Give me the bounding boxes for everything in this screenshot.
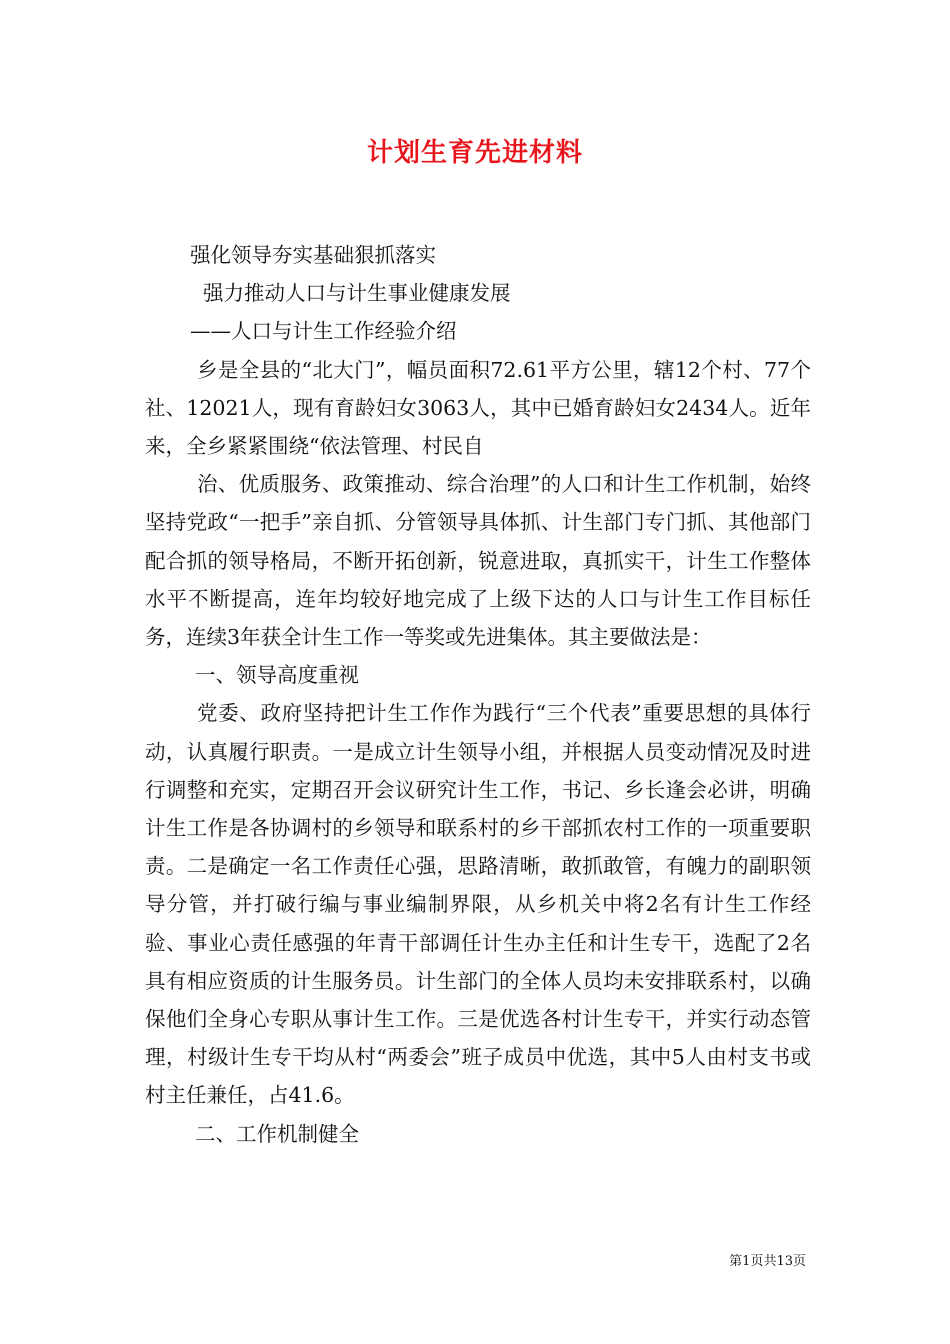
document-body: [145, 236, 811, 1153]
section-heading-1: 一、领导高度重视: [195, 663, 359, 688]
subtitle-line-2: 强力推动人口与计生事业健康发展: [203, 281, 511, 306]
page-number-footer: 第1页共13页: [729, 1254, 806, 1269]
subtitle-line-1: 强化领导夯实基础狠抓落实: [190, 243, 436, 267]
paragraph-mechanism: 治、优质服务、政策推动、综合治理”的人口和计生工作机制，始终坚持党政“一把手”亲自抓、分管领导具体抓、计生部门专门抓、其他部门配合抓的领导格局，不断开拓创新，锐意进取，真抓实干，计生工作整体水平不断提高，连年均较好地完成了上级下达的人口与计生工作目标任务，连续3年获全计生工作一等奖或先进集体。其主要做法是：: [145, 472, 811, 650]
paragraph-leadership: 党委、政府坚持把计生工作作为践行“三个代表”重要思想的具体行动，认真履行职责。一是成立计生领导小组，并根据人员变动情况及时进行调整和充实，定期召开会议研究计生工作，书记、乡长逢会必讲，明确计生工作是各协调村的乡领导和联系村的乡干部抓农村工作的一项重要职责。二是确定一名工作责任心强，思路清晰，敢抓敢管，有魄力的副职领导分管，并打破行编与事业编制界限，从乡机关中将2名有计生工作经验、事业心责任感强的年青干部调任计生办主任和计生专干，选配了2名具有相应资质的计生服务员。计生部门的全体人员均未安排联系村，以确保他们全身心专职从事计生工作。三是优选各村计生专干，并实行动态管理，村级计生专干均从村“两委会”班子成员中优选，其中5人由村支书或村主任兼任，占41.6。: [145, 701, 811, 1108]
section-heading-2: 二、工作机制健全: [195, 1121, 359, 1146]
subtitle-line-3: ——人口与计生工作经验介绍: [190, 319, 457, 344]
document-title: 计划生育先进材料: [366, 138, 583, 168]
paragraph-intro: 乡是全县的“北大门”，幅员面积72.61平方公里，辖12个村、77个社、12021人，现有育龄妇女3063人，其中已婚育龄妇女2434人。近年来，全乡紧紧围绕“依法管理、村民自: [145, 357, 811, 459]
